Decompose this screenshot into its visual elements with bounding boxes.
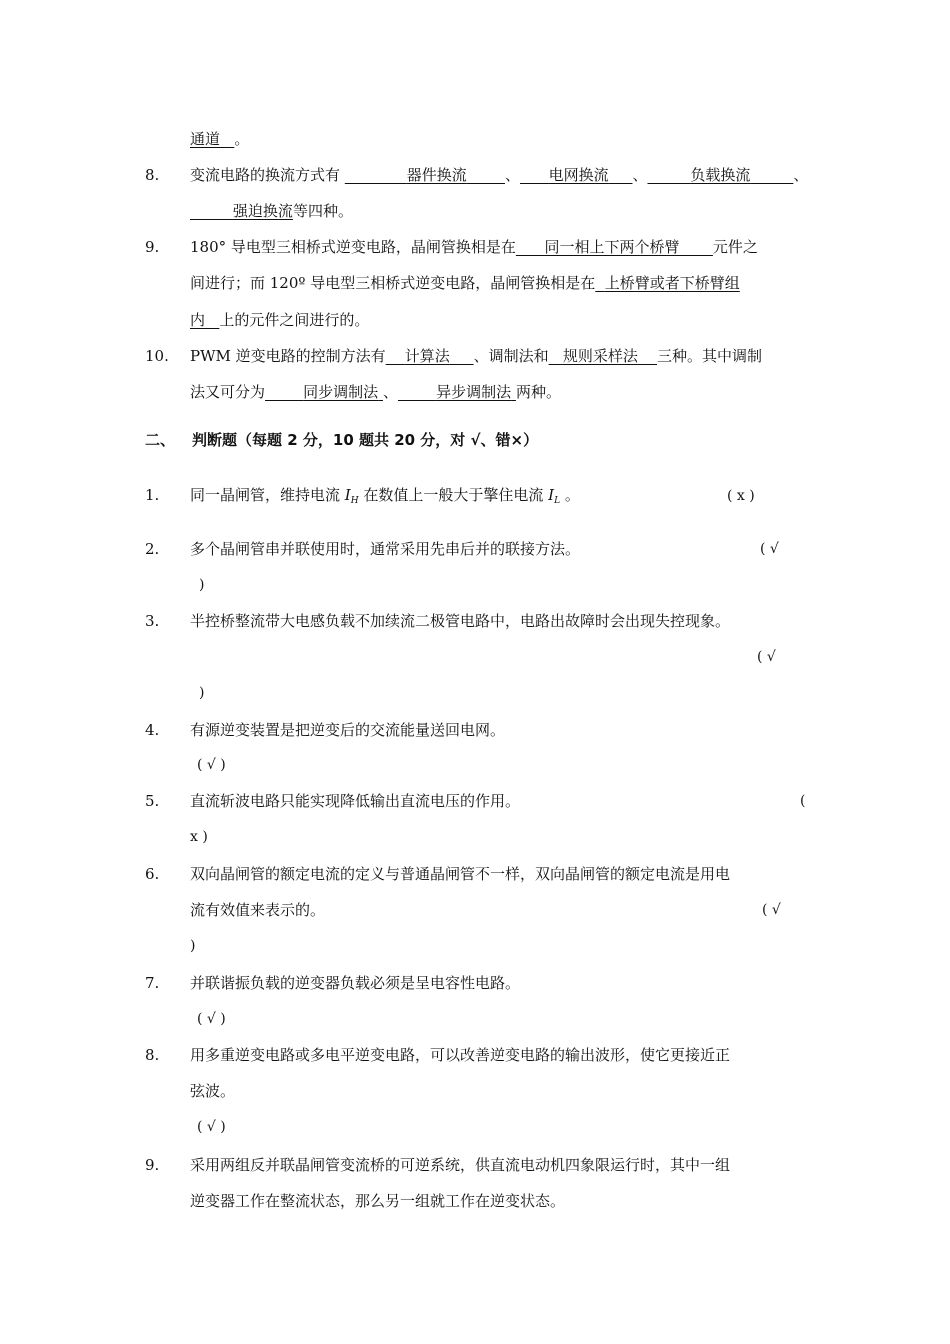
il-symbol: I [548,486,555,504]
q8-blank-1: 器件换流 [406,166,467,184]
q9-line1: 180° 导电型三相桥式逆变电路，晶闸管换相是在 同一相上下两个桥臂 元件之 [190,238,758,256]
q10-line1: PWM 逆变电路的控制方法有 计算法 、调制法和 规则采样法 三种。其中调制 [190,347,763,365]
q10-blank-1: 计算法 [404,347,450,365]
tf8-text-1: 用多重逆变电路或多电平逆变电路，可以改善逆变电路的输出波形，使它更接近正 [190,1046,731,1064]
tf2-text: 多个晶闸管串并联使用时，通常采用先串后并的联接方法。 [190,540,581,558]
tf1-number: 1. [145,486,160,504]
tf2-answer-close: ) [199,577,205,593]
q8-line1: 变流电路的换流方式有 器件换流 、 电网换流 、 负载换流 、 [190,166,809,184]
tf6-answer-close: ) [190,938,196,954]
q10-blank-2: 规则采样法 [562,347,638,365]
tf7-number: 7. [145,974,160,992]
tf2-answer-open: ( √ [760,541,779,557]
q9-number: 9. [145,238,160,256]
tf7-text: 并联谐振负载的逆变器负载必须是呈电容性电路。 [190,974,521,992]
tf1-text: 同一晶闸管，维持电流 $I_H$ 在数值上一般大于擎住电流 $I_L$ 。 [190,486,580,506]
section-index: 二、 [145,431,176,449]
tf3-number: 3. [145,612,160,630]
tf6-text-1: 双向晶闸管的额定电流的定义与普通晶闸管不一样，双向晶闸管的额定电流是用电 [190,865,731,883]
q10-number: 10. [145,347,169,365]
q8-line2: 强迫换流等四种。 [232,202,353,220]
q9-line2: 间进行；而 120º 导电型三相桥式逆变电路，晶闸管换相是在 上桥臂或者下桥臂组 [190,274,740,292]
tf6-number: 6. [145,865,160,883]
tf3-answer-open: ( √ [757,649,776,665]
q10-line2: 法又可分为 同步调制法 、 异步调制法 两种。 [190,383,561,401]
tf3-text: 半控桥整流带大电感负载不加续流二极管电路中，电路出故障时会出现失控现象。 [190,612,731,630]
tf8-text-2: 弦波。 [190,1082,236,1100]
tf5-number: 5. [145,792,160,810]
tf9-text-2: 逆变器工作在整流状态，那么另一组就工作在逆变状态。 [190,1192,566,1210]
q8-blank-3: 负载换流 [690,166,751,184]
tf6-text-2: 流有效值来表示的。 [190,901,326,919]
q8-blank-4: 强迫换流 [232,202,293,220]
tf5-answer-close: x ) [190,829,208,845]
tf8-number: 8. [145,1046,160,1064]
tf6-answer-open: ( √ [762,902,781,918]
tf2-number: 2. [145,540,160,558]
tf5-text: 直流斩波电路只能实现降低输出直流电压的作用。 [190,792,521,810]
q10-blank-4: 异步调制法 [436,383,512,401]
q9-line3: 内 上的元件之间进行的。 [190,311,370,329]
q7-blank: 通道 [190,130,221,148]
section-title: 判断题（每题 2 分，10 题共 20 分，对 √、错×） [192,431,539,449]
tf4-answer: ( √ ) [197,757,226,773]
tf4-text: 有源逆变装置是把逆变后的交流能量送回电网。 [190,721,506,739]
q7-tail: 通道 。 [190,130,250,148]
tf5-answer-open: ( [800,793,806,809]
q9-blank-1: 同一相上下两个桥臂 [544,238,680,256]
tf9-number: 9. [145,1156,160,1174]
tf8-answer: ( √ ) [197,1119,226,1135]
q10-blank-3: 同步调制法 [303,383,379,401]
tf3-answer-close: ) [199,685,205,701]
q9-blank-2: 上桥臂或者下桥臂组 [604,274,740,292]
tf7-answer: ( √ ) [197,1011,226,1027]
q8-number: 8. [145,166,160,184]
tf4-number: 4. [145,721,160,739]
q8-blank-2: 电网换流 [548,166,609,184]
tf1-answer: ( x ) [727,488,755,504]
ih-symbol: I [344,486,351,504]
tf9-text-1: 采用两组反并联晶闸管变流桥的可逆系统，供直流电动机四象限运行时，其中一组 [190,1156,731,1174]
